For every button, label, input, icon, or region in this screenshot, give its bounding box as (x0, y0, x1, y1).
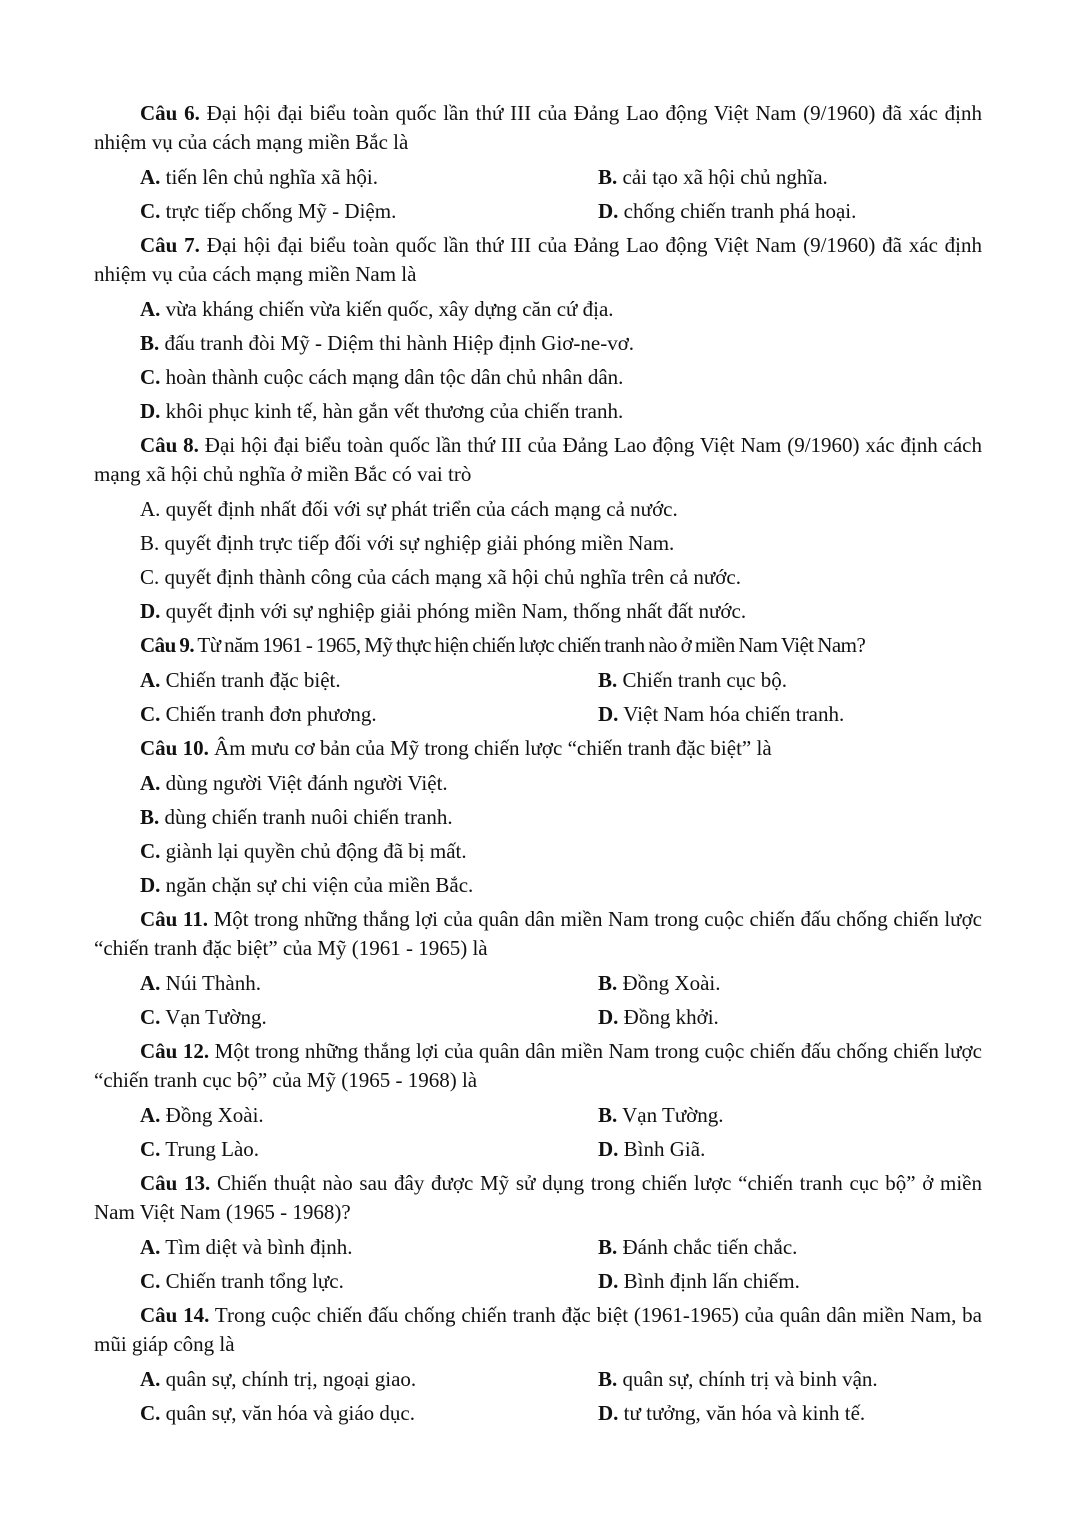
question-stem (94, 231, 982, 289)
answer-option (598, 666, 787, 695)
answer-option (598, 1365, 878, 1394)
option-label: B. (140, 805, 160, 829)
option-label: C. (140, 1005, 161, 1029)
answer-option (140, 700, 598, 729)
option-row (140, 1135, 982, 1164)
option-text: Đồng Xoài. (165, 1103, 264, 1127)
option-label: B. (140, 531, 160, 555)
option-text: Chiến tranh cục bộ. (622, 668, 787, 692)
question-number: Câu 8. (140, 433, 199, 457)
option-text: quyết định thành công của cách mạng xã hội chủ nghĩa trên cả nước. (164, 565, 741, 589)
answer-option (140, 769, 982, 798)
option-row (140, 1233, 982, 1262)
option-text: vừa kháng chiến vừa kiến quốc, xây dựng căn cứ địa. (165, 297, 614, 321)
answer-option (140, 803, 982, 832)
option-text: khôi phục kinh tế, hàn gắn vết thương của chiến tranh. (165, 399, 624, 423)
option-text: giành lại quyền chủ động đã bị mất. (165, 839, 467, 863)
question-block (94, 1169, 982, 1296)
answer-option (140, 495, 982, 524)
answer-option (140, 363, 982, 392)
answer-option (140, 563, 982, 592)
option-row (140, 1365, 982, 1394)
answer-option (598, 1003, 719, 1032)
option-row (140, 163, 982, 192)
question-number: Câu 11. (140, 907, 208, 931)
option-label: C. (140, 1401, 161, 1425)
option-label: D. (598, 1005, 619, 1029)
question-stem (94, 631, 982, 660)
question-number: Câu 12. (140, 1039, 210, 1063)
answer-option (598, 969, 721, 998)
option-label: D. (140, 599, 161, 623)
answer-option (140, 1003, 598, 1032)
option-text: Vạn Tường. (165, 1005, 267, 1029)
question-block (94, 631, 982, 729)
option-label: B. (598, 1103, 618, 1127)
answer-option (598, 1101, 724, 1130)
answer-option (140, 969, 598, 998)
answer-option (598, 1233, 797, 1262)
option-label: C. (140, 839, 161, 863)
answer-option (140, 871, 982, 900)
question-text: Trong cuộc chiến đấu chống chiến tranh đặc biệt (1961-1965) của quân dân miền Nam, ba mũi giáp công là (94, 1303, 982, 1356)
option-label: B. (598, 1367, 618, 1391)
option-text: quân sự, văn hóa và giáo dục. (165, 1401, 415, 1425)
answer-option (140, 1101, 598, 1130)
question-text: Một trong những thắng lợi của quân dân miền Nam trong cuộc chiến đấu chống chiến lược “chiến tranh cục bộ” của Mỹ (1965 - 1968) là (94, 1039, 982, 1092)
answer-option (140, 329, 982, 358)
option-text: Chiến tranh tổng lực. (165, 1269, 344, 1293)
option-label: A. (140, 1235, 161, 1259)
option-label: D. (140, 873, 161, 897)
answer-option (598, 700, 844, 729)
question-stem (94, 734, 982, 763)
question-block (94, 905, 982, 1032)
answer-option (140, 397, 982, 426)
option-text: Trung Lào. (165, 1137, 260, 1161)
question-number: Câu 6. (140, 101, 200, 125)
option-row (140, 1003, 982, 1032)
option-text: quyết định trực tiếp đối với sự nghiệp giải phóng miền Nam. (164, 531, 675, 555)
option-label: B. (598, 971, 618, 995)
question-block (94, 1301, 982, 1428)
answer-option (140, 597, 982, 626)
answer-option (140, 666, 598, 695)
option-text: Tìm diệt và bình định. (165, 1235, 353, 1259)
option-text: Đánh chắc tiến chắc. (622, 1235, 798, 1259)
option-row (140, 969, 982, 998)
option-label: B. (598, 668, 618, 692)
option-label: D. (598, 702, 619, 726)
option-label: C. (140, 1269, 161, 1293)
option-row (140, 1101, 982, 1130)
option-text: cải tạo xã hội chủ nghĩa. (622, 165, 828, 189)
answer-option (598, 1267, 800, 1296)
answer-option (598, 1135, 705, 1164)
answer-option (598, 1399, 865, 1428)
option-row (140, 197, 982, 226)
question-text: Một trong những thắng lợi của quân dân miền Nam trong cuộc chiến đấu chống chiến lược “chiến tranh đặc biệt” của Mỹ (1961 - 1965) là (94, 907, 982, 960)
option-label: B. (140, 331, 160, 355)
option-text: Núi Thành. (165, 971, 261, 995)
exam-page (94, 99, 982, 1433)
option-text: Vạn Tường. (622, 1103, 724, 1127)
question-text: Đại hội đại biểu toàn quốc lần thứ III của Đảng Lao động Việt Nam (9/1960) xác định cách mạng xã hội chủ nghĩa ở miền Bắc có vai trò (94, 433, 982, 486)
answer-option (140, 163, 598, 192)
question-stem (94, 1301, 982, 1359)
question-text: Chiến thuật nào sau đây được Mỹ sử dụng trong chiến lược “chiến tranh cục bộ” ở miền Nam Việt Nam (1965 - 1968)? (94, 1171, 982, 1224)
question-number: Câu 10. (140, 736, 209, 760)
option-label: C. (140, 702, 161, 726)
option-text: chống chiến tranh phá hoại. (623, 199, 857, 223)
option-row (140, 700, 982, 729)
question-block (94, 734, 982, 900)
question-number: Câu 9. (140, 633, 195, 657)
question-number: Câu 14. (140, 1303, 210, 1327)
option-text: tư tưởng, văn hóa và kinh tế. (623, 1401, 866, 1425)
option-label: B. (598, 1235, 618, 1259)
question-stem (94, 431, 982, 489)
answer-option (140, 197, 598, 226)
question-text: Đại hội đại biểu toàn quốc lần thứ III của Đảng Lao động Việt Nam (9/1960) đã xác định nhiệm vụ của cách mạng miền Nam là (94, 233, 983, 286)
option-label: B. (598, 165, 618, 189)
question-block (94, 1037, 982, 1164)
answer-option (140, 1267, 598, 1296)
option-text: Chiến tranh đặc biệt. (165, 668, 341, 692)
option-label: A. (140, 497, 161, 521)
option-text: trực tiếp chống Mỹ - Diệm. (165, 199, 397, 223)
option-label: A. (140, 297, 161, 321)
option-text: quân sự, chính trị, ngoại giao. (165, 1367, 417, 1391)
question-text: Âm mưu cơ bản của Mỹ trong chiến lược “chiến tranh đặc biệt” là (214, 736, 772, 760)
question-text: Đại hội đại biểu toàn quốc lần thứ III của Đảng Lao động Việt Nam (9/1960) đã xác định nhiệm vụ của cách mạng miền Bắc là (94, 101, 983, 154)
option-text: Đồng Xoài. (622, 971, 721, 995)
option-text: Chiến tranh đơn phương. (165, 702, 377, 726)
option-label: A. (140, 1367, 161, 1391)
option-text: quyết định với sự nghiệp giải phóng miền Nam, thống nhất đất nước. (165, 599, 747, 623)
option-text: ngăn chặn sự chi viện của miền Bắc. (165, 873, 474, 897)
option-label: D. (598, 1137, 619, 1161)
option-label: A. (140, 668, 161, 692)
option-text: tiến lên chủ nghĩa xã hội. (165, 165, 378, 189)
option-text: quyết định nhất đối với sự phát triển của cách mạng cả nước. (165, 497, 678, 521)
option-label: C. (140, 365, 161, 389)
option-text: hoàn thành cuộc cách mạng dân tộc dân chủ nhân dân. (165, 365, 624, 389)
question-stem (94, 905, 982, 963)
question-stem (94, 99, 982, 157)
option-text: Việt Nam hóa chiến tranh. (623, 702, 845, 726)
option-row (140, 1399, 982, 1428)
option-label: C. (140, 565, 160, 589)
option-text: đấu tranh đòi Mỹ - Diệm thi hành Hiệp định Giơ-ne-vơ. (164, 331, 635, 355)
answer-option (140, 1135, 598, 1164)
option-text: dùng chiến tranh nuôi chiến tranh. (164, 805, 453, 829)
question-stem (94, 1037, 982, 1095)
option-label: C. (140, 1137, 161, 1161)
answer-option (598, 163, 828, 192)
question-block (94, 231, 982, 426)
question-block (94, 99, 982, 226)
option-row (140, 1267, 982, 1296)
option-label: A. (140, 771, 161, 795)
question-number: Câu 7. (140, 233, 200, 257)
option-text: dùng người Việt đánh người Việt. (165, 771, 448, 795)
answer-option (140, 1233, 598, 1262)
option-row (140, 666, 982, 695)
option-text: Bình Giã. (623, 1137, 706, 1161)
option-text: Bình định lấn chiếm. (623, 1269, 800, 1293)
option-text: Đồng khởi. (623, 1005, 719, 1029)
answer-option (140, 837, 982, 866)
option-label: D. (140, 399, 161, 423)
question-number: Câu 13. (140, 1171, 211, 1195)
option-label: D. (598, 1401, 619, 1425)
option-text: quân sự, chính trị và binh vận. (622, 1367, 878, 1391)
option-label: A. (140, 971, 161, 995)
answer-option (140, 295, 982, 324)
question-block (94, 431, 982, 626)
option-label: A. (140, 1103, 161, 1127)
answer-option (140, 529, 982, 558)
answer-option (140, 1365, 598, 1394)
question-stem (94, 1169, 982, 1227)
option-label: D. (598, 199, 619, 223)
option-label: D. (598, 1269, 619, 1293)
option-label: C. (140, 199, 161, 223)
option-label: A. (140, 165, 161, 189)
answer-option (598, 197, 856, 226)
question-text: Từ năm 1961 - 1965, Mỹ thực hiện chiến lược chiến tranh nào ở miền Nam Việt Nam? (197, 633, 866, 657)
answer-option (140, 1399, 598, 1428)
